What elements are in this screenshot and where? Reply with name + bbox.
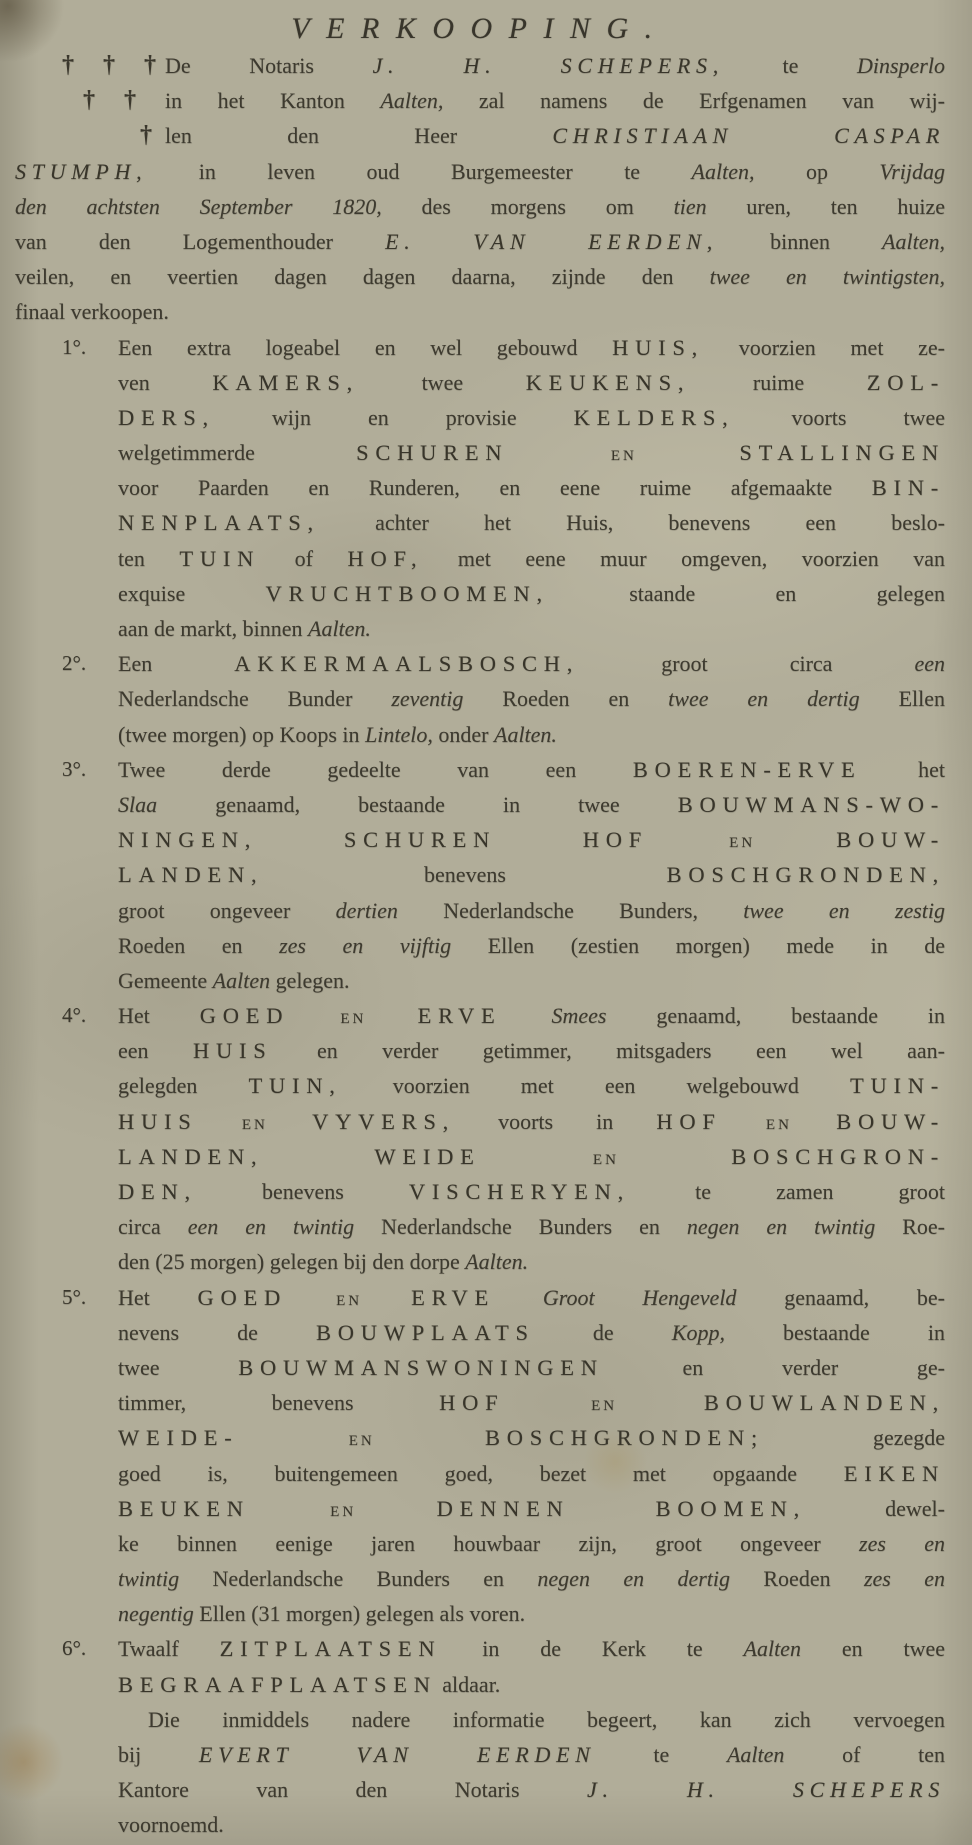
document-line <box>15 1737 945 1772</box>
text-segment: des morgens om <box>381 193 674 219</box>
text-segment: met eene muur omgeven, voorzien van <box>423 545 945 571</box>
text-segment: benevens <box>196 1179 409 1204</box>
text-segment: De Notaris <box>165 53 373 78</box>
text-segment: Slaa <box>118 791 158 817</box>
text-segment: Aalten, <box>882 228 945 254</box>
text-segment: Aalten, <box>380 88 444 114</box>
document-line <box>15 752 945 787</box>
text-segment: in het Kanton <box>165 88 381 114</box>
text-segment: benevens <box>263 862 667 888</box>
text-segment: BOUW- <box>836 827 946 853</box>
document-line <box>15 998 945 1033</box>
document-line <box>15 470 945 505</box>
text-segment: (twee morgen) op Koops in <box>118 721 366 747</box>
document-line <box>15 681 945 716</box>
text-segment: EN <box>249 1503 437 1520</box>
text-segment: NENPLAATS, <box>118 510 320 536</box>
text-segment: ten <box>118 545 180 571</box>
text-segment: ke binnen eenige jaren houwbaar zijn, groot ongeveer <box>118 1530 860 1556</box>
text-segment: HOF <box>439 1390 505 1416</box>
text-segment: gezegde <box>763 1425 946 1451</box>
document-line <box>15 1104 945 1139</box>
text-segment: den achtsten September 1820, <box>15 193 382 219</box>
text-segment: Aalten. <box>465 1249 529 1275</box>
text-segment: achter het Huis, benevens een beslo- <box>319 510 945 536</box>
text-segment: EIKEN <box>843 1460 945 1486</box>
text-segment: zes en <box>859 1530 946 1556</box>
text-segment: EN <box>197 1116 313 1133</box>
text-segment: BOSCHGRON- <box>731 1143 945 1169</box>
text-segment: GOED <box>199 1003 290 1029</box>
text-segment: Ellen <box>859 686 945 712</box>
document-line <box>15 1139 945 1174</box>
text-segment: Aalten, <box>691 158 755 184</box>
text-segment: HUIS <box>118 1108 198 1134</box>
text-segment: KAMERS, <box>212 369 359 395</box>
text-segment: EN <box>289 1011 418 1028</box>
item-number-marker: 3°. <box>62 756 87 781</box>
text-segment: het <box>861 756 945 782</box>
document-line <box>15 963 945 998</box>
text-segment: Nederlandsche Bunder <box>118 686 392 712</box>
cross-marker: † <box>140 122 152 149</box>
text-segment: aldaar. <box>436 1671 501 1697</box>
text-segment: in de Kerk te <box>441 1636 744 1662</box>
document-line <box>15 435 945 470</box>
document-line <box>15 1209 945 1244</box>
text-segment: ZITPLAATSEN <box>219 1636 442 1662</box>
document-line <box>15 611 945 646</box>
item-number-marker: 2°. <box>62 651 87 676</box>
document-title: VERKOOPING. <box>291 12 669 45</box>
text-segment: BOUWMANSWONINGEN <box>238 1354 604 1380</box>
text-segment: BIN- <box>871 475 945 501</box>
text-segment: Twee derde gedeelte van een <box>118 756 633 782</box>
text-segment: BOSCHGRONDEN; <box>484 1425 764 1451</box>
text-segment: Een extra logeabel en wel gebouwd <box>118 334 613 360</box>
text-segment: Smees <box>551 1003 607 1029</box>
document-line <box>15 294 945 329</box>
text-segment: EN <box>287 1292 412 1309</box>
text-segment: voor Paarden en Runderen, en eene ruime afgemaakte <box>118 475 872 501</box>
document-line <box>15 1280 945 1315</box>
text-segment: en twee <box>800 1636 946 1662</box>
document-line <box>15 1772 945 1807</box>
text-segment: binnen <box>718 228 883 254</box>
text-segment: HUIS <box>192 1038 273 1064</box>
text-segment: WEIDE- <box>118 1425 239 1451</box>
text-segment: onder <box>432 721 494 747</box>
text-segment: nevens de <box>118 1319 317 1345</box>
document-line <box>15 189 945 224</box>
document-line <box>15 1174 945 1209</box>
text-segment: Het <box>118 1003 200 1029</box>
text-segment: EVERT VAN EERDEN <box>198 1742 596 1767</box>
text-segment: aan de markt, binnen <box>118 616 308 641</box>
text-segment: op <box>754 158 880 184</box>
text-segment: Roeden en <box>118 932 280 958</box>
text-segment: BOSCHGRONDEN, <box>666 862 945 888</box>
text-segment: wijn en provisie <box>214 404 574 430</box>
text-segment: twee en twintigsten, <box>709 264 945 290</box>
text-segment: VYVERS, <box>312 1108 456 1134</box>
text-segment: een <box>118 1038 193 1064</box>
text-segment: EN <box>238 1433 485 1450</box>
text-segment: voorzien met een welgebouwd <box>341 1073 851 1099</box>
document-line <box>15 928 945 963</box>
text-segment: Kopp, <box>671 1319 725 1345</box>
document-line <box>15 48 945 83</box>
text-segment: dewel- <box>805 1495 945 1521</box>
text-segment: TUIN, <box>248 1073 342 1099</box>
text-segment: AKKERMAALSBOSCH, <box>234 651 580 677</box>
text-segment: J. H. SCHEPERS <box>587 1777 945 1803</box>
text-segment <box>495 1285 543 1310</box>
text-segment: Een <box>118 651 235 677</box>
text-segment: TUIN- <box>850 1073 946 1099</box>
text-segment: BOEREN-ERVE <box>632 756 862 782</box>
text-segment: Aalten <box>212 967 271 993</box>
item-number-marker: 6°. <box>62 1636 87 1661</box>
document-line <box>15 505 945 540</box>
document-line <box>15 1631 945 1666</box>
text-segment: te zamen groot <box>630 1179 945 1204</box>
text-segment: in leven oud Burgemeester te <box>147 158 692 184</box>
text-segment: EN <box>508 448 740 465</box>
document-line <box>15 1350 945 1385</box>
document-line <box>15 1420 945 1455</box>
text-segment: NINGEN, SCHUREN HOF <box>118 827 649 853</box>
text-segment: EN <box>504 1398 704 1415</box>
cross-marker: ††† <box>62 52 185 78</box>
text-segment: Nederlandsche Bunders en <box>354 1214 687 1240</box>
text-segment: GOED <box>197 1284 288 1310</box>
item-number-marker: 4°. <box>62 1003 87 1028</box>
text-segment: Lintelo, <box>365 721 433 747</box>
document-line <box>15 118 945 153</box>
text-segment: goed is, buitengemeen goed, bezet met opgaande <box>118 1460 844 1486</box>
text-segment: TUIN <box>179 545 261 571</box>
item-number-marker: 5°. <box>62 1284 87 1309</box>
document-line <box>15 330 945 365</box>
text-segment: Nederlandsche Bunders en <box>179 1566 538 1592</box>
document-line <box>15 787 945 822</box>
text-segment: ERVE <box>411 1284 496 1310</box>
document-line <box>15 224 945 259</box>
text-segment: SCHUREN <box>356 440 509 466</box>
text-segment: ERVE <box>417 1003 502 1029</box>
text-segment: len den Heer <box>165 123 553 149</box>
text-segment: Roeden <box>730 1566 864 1592</box>
document-line <box>15 822 945 857</box>
text-segment: LANDEN, <box>118 862 264 888</box>
text-segment: negen en dertig <box>537 1566 731 1592</box>
item-number-marker: 1°. <box>62 334 87 359</box>
text-segment: EN <box>480 1151 732 1168</box>
text-segment: te <box>595 1742 727 1767</box>
text-segment: van den Logementhouder <box>15 228 386 254</box>
text-segment: dertien <box>335 897 398 923</box>
text-segment: genaamd, be- <box>736 1284 945 1310</box>
document-line <box>15 83 945 118</box>
document-line <box>15 857 945 892</box>
document-line <box>15 1456 945 1491</box>
text-segment: Het <box>118 1284 198 1310</box>
text-segment: gelegden <box>118 1073 249 1099</box>
text-segment: genaamd, bestaande in <box>606 1003 946 1029</box>
text-segment: BEUKEN <box>118 1495 250 1521</box>
text-segment: CHRISTIAAN CASPAR <box>552 123 945 149</box>
text-segment: bestaande in <box>724 1319 945 1345</box>
text-segment: of <box>260 545 348 571</box>
text-segment: voorzien met ze- <box>704 334 946 360</box>
text-segment: VISCHERYEN, <box>408 1179 631 1204</box>
text-segment: of ten <box>784 1742 945 1767</box>
text-segment: Gemeente <box>118 967 213 993</box>
text-segment: veilen, en veertien dagen dagen daarna, zijnde den <box>15 264 710 290</box>
document-line <box>15 893 945 928</box>
text-segment: Aalten <box>743 1636 801 1662</box>
text-segment: twintig <box>118 1566 180 1592</box>
document-line <box>15 576 945 611</box>
text-segment: een en twintig <box>187 1214 355 1240</box>
text-segment: welgetimmerde <box>118 440 357 466</box>
document-content <box>15 10 945 1843</box>
text-segment: HUIS, <box>612 334 705 360</box>
text-segment: voorts twee <box>734 404 945 430</box>
text-segment: EN <box>721 1116 837 1133</box>
text-segment: groot ongeveer <box>118 897 336 923</box>
document-line <box>15 1596 945 1631</box>
text-segment: BOUWMANS-WO- <box>677 791 945 817</box>
text-segment: negentig <box>118 1601 194 1627</box>
text-segment: groot circa <box>579 651 915 677</box>
text-segment: HOF, <box>347 545 424 571</box>
text-segment: DENNEN BOOMEN, <box>436 1495 806 1521</box>
document-line <box>15 1385 945 1420</box>
document-line <box>15 1244 945 1279</box>
document-line <box>15 1702 945 1737</box>
text-segment: zes en <box>863 1566 945 1592</box>
text-segment: exquise <box>118 580 266 606</box>
text-segment: DEN, <box>118 1179 197 1204</box>
text-segment: Roe- <box>875 1214 945 1240</box>
text-segment: tien <box>673 193 707 219</box>
text-segment: ven <box>118 369 213 395</box>
text-segment: een <box>914 651 946 677</box>
text-segment: twee <box>359 369 526 395</box>
text-segment: timmer, benevens <box>118 1390 440 1416</box>
text-segment: en verder ge- <box>603 1354 945 1380</box>
text-segment: staande en gelegen <box>548 580 946 606</box>
text-segment: Die inmiddels nadere informatie begeert, kan zich vervoegen <box>148 1706 945 1732</box>
text-segment: en verder getimmer, mitsgaders een wel aan- <box>272 1038 945 1064</box>
text-segment: bij <box>118 1742 199 1767</box>
text-segment: Ellen (31 morgen) gelegen als voren. <box>193 1601 526 1627</box>
text-segment: Aalten <box>726 1742 785 1767</box>
text-segment: Ellen (zestien morgen) mede in de <box>451 932 946 958</box>
text-segment: Nederlandsche Bunders, <box>397 897 744 923</box>
document-line <box>15 1033 945 1068</box>
text-segment: Dinsperlo <box>856 53 945 78</box>
document-line <box>15 646 945 681</box>
text-segment: te <box>723 53 857 78</box>
text-segment: BEGRAAFPLAATSEN <box>118 1671 437 1697</box>
text-segment: Aalten. <box>494 721 557 747</box>
text-segment: twee en dertig <box>668 686 860 712</box>
document-line <box>15 1807 945 1842</box>
document-line <box>15 1667 945 1702</box>
text-segment: KEUKENS, <box>525 369 691 395</box>
text-segment: genaamd, bestaande in twee <box>157 791 678 817</box>
document-line <box>15 1491 945 1526</box>
text-segment <box>263 1144 374 1169</box>
text-segment: zes en vijftig <box>279 932 452 958</box>
text-segment: VRUCHTBOOMEN, <box>265 580 549 606</box>
document-line <box>15 154 945 189</box>
text-segment: ZOL- <box>866 369 946 395</box>
text-segment: de <box>534 1319 672 1345</box>
document-line <box>15 259 945 294</box>
text-segment: voorts in <box>455 1108 657 1134</box>
text-segment: den (25 morgen) gelegen bij den dorpe <box>118 1249 466 1275</box>
text-segment: WEIDE <box>374 1143 481 1169</box>
text-segment: Roeden en <box>463 686 669 712</box>
document-line <box>15 717 945 752</box>
text-segment: finaal verkoopen. <box>15 299 169 325</box>
text-segment: LANDEN, <box>118 1143 264 1169</box>
document-line <box>15 1068 945 1103</box>
document-line <box>15 400 945 435</box>
document-line <box>15 541 945 576</box>
text-segment: gelegen. <box>270 967 350 993</box>
text-segment: negen en twintig <box>686 1214 876 1240</box>
cross-marker: †† <box>83 87 165 114</box>
text-segment: HOF <box>656 1108 722 1134</box>
text-segment: ruime <box>690 369 867 395</box>
text-segment: EN <box>648 835 837 852</box>
text-segment: STALLINGEN <box>739 440 946 466</box>
text-segment: voornoemd. <box>118 1812 224 1838</box>
document-line <box>15 1315 945 1350</box>
text-segment: J. H. SCHEPERS, <box>372 53 724 78</box>
text-segment: KELDERS, <box>573 404 735 430</box>
text-segment: Groot Hengeveld <box>542 1284 737 1310</box>
text-segment: Kantore van den Notaris <box>118 1777 588 1803</box>
text-segment: Aalten. <box>308 616 371 641</box>
document-line <box>15 1526 945 1561</box>
text-segment: twee <box>118 1354 239 1380</box>
text-segment: BOUWPLAATS <box>316 1319 535 1345</box>
text-segment: STUMPH, <box>15 158 148 184</box>
text-segment: zal namens de Erfgenamen van wij- <box>443 88 945 114</box>
text-segment: Twaalf <box>118 1636 220 1662</box>
text-segment: BOUW- <box>836 1108 945 1134</box>
text-segment: BOUWLANDEN, <box>703 1390 946 1416</box>
text-segment <box>502 1003 552 1028</box>
text-segment: DERS, <box>118 404 215 430</box>
text-segment: Vrijdag <box>879 158 946 184</box>
text-segment: E. VAN EERDEN, <box>385 228 718 254</box>
text-segment: twee en zestig <box>743 897 945 923</box>
text-segment: uren, ten huize <box>706 193 946 219</box>
document-line <box>15 365 945 400</box>
document-line <box>15 1561 945 1596</box>
text-segment: zeventig <box>391 686 464 712</box>
text-segment: circa <box>118 1214 188 1240</box>
